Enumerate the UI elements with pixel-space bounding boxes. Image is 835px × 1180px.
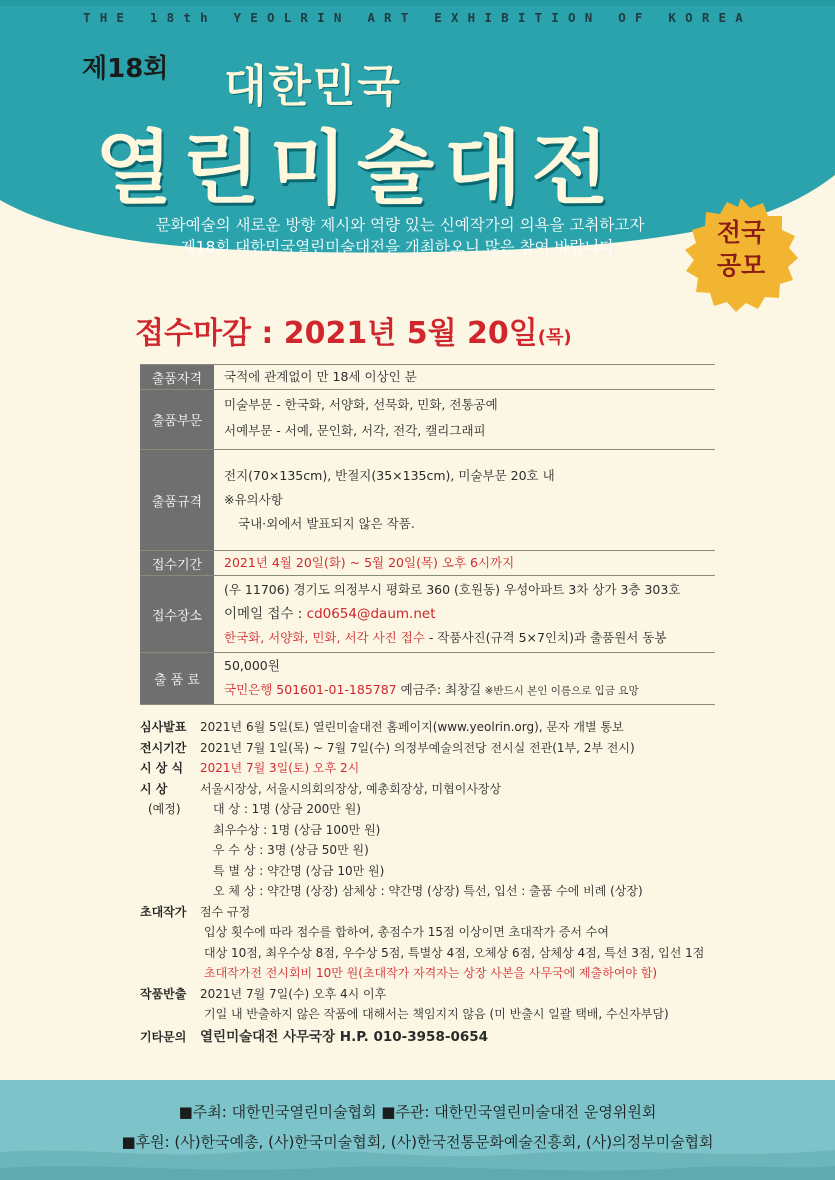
- photo-submission-note: 한국화, 서양화, 민화, 서각 사진 접수: [224, 630, 425, 645]
- table-row: [140, 576, 715, 653]
- email-link[interactable]: cd0654@daum.net: [306, 606, 436, 622]
- table-row: [140, 450, 715, 551]
- ceremony-value: 2021년 7월 3일(토) 오후 2시: [200, 761, 360, 775]
- list-item: [140, 943, 760, 964]
- return-line-1: 2021년 7월 7일(수) 오후 4시 이후: [200, 986, 387, 1001]
- list-item: [140, 984, 760, 1005]
- spec-note: ※유의사항: [224, 492, 283, 507]
- period-value: 2021년 4월 20일(화) ~ 5월 20일(목) 오후 6시까지: [224, 555, 515, 570]
- category-label: 출품부문: [140, 390, 214, 450]
- footer-organizers: ■주최: 대한민국열린미술협회 ■주관: 대한민국열린미술대전 운영위원회: [178, 1103, 657, 1121]
- contact-label: 기타문의: [140, 1029, 187, 1044]
- table-row: [140, 653, 715, 705]
- footer-texture: [0, 1080, 835, 1180]
- review-value: 2021년 6월 5일(토) 열린미술대전 홈페이지(www.yeolrin.org), 문자 개별 통보: [200, 720, 624, 734]
- return-label: 작품반출: [140, 986, 187, 1001]
- awards-line-2: 대 상 : 1명 (상금 200만 원): [213, 802, 361, 816]
- list-item: [140, 717, 760, 738]
- period-label: 접수기간: [140, 551, 214, 576]
- spec-label: 출품규격: [140, 450, 214, 551]
- awards-line-5: 특 별 상 : 약간명 (상금 10만 원): [213, 863, 385, 878]
- awards-sub-label: (예정): [148, 802, 181, 816]
- category-calligraphy: 서예부문 - 서예, 문인화, 서각, 전각, 캘리그래피: [224, 423, 486, 438]
- eligibility-value: 국적에 관계없이 만 18세 이상인 분: [224, 369, 417, 384]
- deadline-day: (목): [537, 327, 572, 348]
- deadline-heading: [135, 308, 572, 352]
- subtitle: 대한민국: [224, 61, 403, 112]
- awards-label: 시 상: [140, 781, 168, 796]
- exhibit-label: 전시기간: [140, 740, 187, 755]
- return-line-2: 기일 내 반출하지 않은 작품에 대해서는 책임지지 않음 (미 반출시 일괄 택배, 수신자부담): [204, 1007, 669, 1021]
- list-item: [140, 1025, 760, 1049]
- place-address: (우 11706) 경기도 의정부시 평화로 360 (호원동) 우성아파트 3차 상가 3층 303호: [224, 582, 681, 597]
- intro-line-2: 제18회 대한민국열린미술대전을 개최하오니 많은 참여 바랍니다.: [180, 238, 620, 256]
- invited-label: 초대작가: [140, 904, 187, 919]
- eligibility-label: 출품자격: [140, 365, 214, 390]
- footer-sponsors: ■후원: (사)한국예총, (사)한국미술협회, (사)한국전통문화예술진흥회, (사)의정부미술협회: [121, 1133, 714, 1151]
- footer-banner: [0, 1080, 835, 1180]
- list-item: [140, 902, 760, 923]
- photo-submission-detail: - 작품사진(규격 5×7인치)과 출품원서 동봉: [424, 630, 667, 645]
- table-row: [140, 551, 715, 576]
- fee-note: ※반드시 본인 이름으로 입금 요망: [481, 685, 639, 697]
- ceremony-label: 시 상 식: [140, 761, 184, 775]
- badge-line-2: 공모: [716, 251, 766, 280]
- table-row: [140, 365, 715, 390]
- list-item: [140, 922, 760, 943]
- category-art: 미술부문 - 한국화, 서양화, 선묵화, 민화, 전통공예: [224, 397, 498, 412]
- invited-line-4: 초대작가전 전시회비 10만 원(초대작가 자격자는 상장 사본을 사무국에 제출하여야 함): [204, 966, 658, 980]
- contact-value: 열린미술대전 사무국장 H.P. 010-3958-0654: [200, 1028, 489, 1045]
- fee-account: 국민은행 501601-01-185787: [224, 682, 397, 697]
- invited-line-2: 입상 횟수에 따라 점수를 합하여, 총점수가 15점 이상이면 초대작가 증서 수여: [204, 925, 609, 939]
- list-item: [140, 820, 760, 841]
- spec-size: 전지(70×135cm), 반절지(35×135cm), 미술부문 20호 내: [224, 468, 555, 483]
- list-item: [140, 963, 760, 984]
- list-item: [140, 779, 760, 800]
- fee-amount: 50,000원: [224, 658, 280, 673]
- table-row: [140, 390, 715, 450]
- awards-line-6: 오 체 상 : 약간명 (상장) 삼체상 : 약간명 (상장) 특선, 입선 : 출품 수에 비례 (상장): [213, 884, 643, 898]
- list-item: [140, 738, 760, 759]
- email-prefix: 이메일 접수 :: [224, 606, 307, 622]
- invited-line-1: 점수 규정: [200, 904, 251, 919]
- place-label: 접수장소: [140, 576, 214, 653]
- review-label: 심사발표: [140, 720, 187, 734]
- list-item: [140, 840, 760, 861]
- edition-label: 제18회: [82, 54, 169, 84]
- list-item: [140, 861, 760, 882]
- list-item: [140, 758, 760, 779]
- details-section: [140, 717, 760, 1049]
- spec-condition: 국내·외에서 발표되지 않은 작품.: [238, 516, 415, 531]
- fee-holder: 예금주: 최창길: [396, 682, 482, 697]
- fee-label: 출 품 료: [140, 653, 214, 705]
- exhibit-value: 2021년 7월 1일(목) ~ 7월 7일(수) 의정부예술의전당 전시실 전관(1부, 2부 전시): [200, 740, 635, 755]
- main-title: 열린미술대전: [95, 122, 619, 215]
- english-title: THE 18th YEOLRIN ART EXHIBITION OF KOREA: [82, 10, 753, 25]
- deadline-date: 접수마감 : 2021년 5월 20일: [135, 316, 538, 351]
- intro-text: [120, 214, 680, 258]
- list-item: [140, 1004, 760, 1025]
- intro-line-1: 문화예술의 새로운 방향 제시와 역량 있는 신예작가의 의욕을 고취하고자: [155, 216, 645, 234]
- list-item: [140, 881, 760, 902]
- awards-line-3: 최우수상 : 1명 (상금 100만 원): [213, 822, 381, 837]
- nationwide-badge: [682, 196, 800, 314]
- invited-line-3: 대상 10점, 최우수상 8점, 우수상 5점, 특별상 4점, 오체상 6점, 삼체상 4점, 특선 3점, 입선 1점: [204, 945, 705, 960]
- badge-line-1: 전국: [716, 218, 766, 247]
- list-item: [140, 799, 760, 820]
- awards-line-1: 서울시장상, 서울시의회의장상, 예총회장상, 미협이사장상: [200, 781, 502, 796]
- awards-line-4: 우 수 상 : 3명 (상금 50만 원): [213, 843, 369, 857]
- info-table: [140, 364, 715, 705]
